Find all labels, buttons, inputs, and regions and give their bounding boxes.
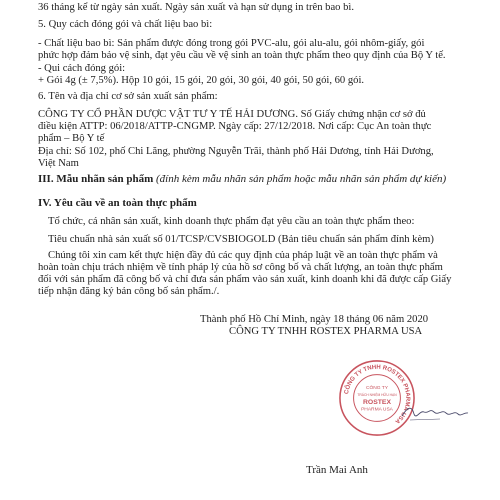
manufacturer-address-line-2: Việt Nam <box>38 158 79 169</box>
seal-ring-text: CÔNG TY TNHH ROSTEX PHARMA USA <box>343 364 411 425</box>
standard-line: Tiêu chuẩn nhà sản xuất số 01/TCSP/CVSBIOGOLD (Bản tiêu chuẩn sản phẩm đính kèm) <box>48 234 434 245</box>
section-iv-heading: IV. Yêu cầu về an toàn thực phẩm <box>38 197 197 209</box>
company-seal <box>338 359 416 437</box>
commitment-line-1: Chúng tôi xin cam kết thực hiện đầy đủ các quy định của pháp luật về an toàn thực phẩm và <box>48 250 438 261</box>
manufacturer-address-line-1: Địa chỉ: Số 102, phố Chi Lăng, phường Nguyễn Trãi, thành phố Hải Dương, tỉnh Hải Dương, <box>38 146 434 157</box>
safety-requirement-line: Tổ chức, cá nhân sản xuất, kinh doanh thực phẩm đạt yêu cầu an toàn thực phẩm theo: <box>48 216 415 227</box>
signature-underline <box>410 419 440 420</box>
commitment-line-4: tiếp nhận đăng ký bản công bố sản phẩm./. <box>38 286 220 297</box>
seal-center-bottom: PHARMA USA <box>361 407 393 413</box>
signature <box>400 400 470 424</box>
section-iii-note: (đính kèm mẫu nhãn sản phẩm hoặc mẫu nhãn sản phẩm dự kiến) <box>156 173 447 185</box>
signer-name: Trần Mai Anh <box>306 464 368 476</box>
packaging-heading: 5. Quy cách đóng gói và chất liệu bao bì: <box>38 19 213 30</box>
manufacturer-line-3: phẩm – Bộ Y tế <box>38 133 105 144</box>
packaging-material-line-1: - Chất liệu bao bì: Sản phẩm được đóng trong gói PVC-alu, gói alu-alu, gói nhôm-giấy, gói <box>38 38 425 49</box>
commitment-line-2: hoàn toàn chịu trách nhiệm về tính pháp lý của hồ sơ công bố và chất lượng, an toàn thực phẩm <box>38 262 443 273</box>
packing-spec-line: + Gói 4g (± 7,5%). Hộp 10 gói, 15 gói, 20 gói, 30 gói, 40 gói, 50 gói, 60 gói. <box>38 75 365 86</box>
packing-spec-heading: - Qui cách đóng gói: <box>38 63 126 74</box>
manufacturer-line-2: điều kiện ATTP: 06/2018/ATTP-CNGMP. Ngày cấp: 27/12/2018. Nơi cấp: Cục An toàn thực <box>38 121 432 132</box>
seal-center-name: ROSTEX <box>362 398 392 406</box>
shelf-life-line: 36 tháng kể từ ngày sản xuất. Ngày sản xuất và hạn sử dụng in trên bao bì. <box>38 2 354 13</box>
seal-center-top: CÔNG TY <box>365 386 389 392</box>
commitment-line-3: đối với sản phẩm đã công bố và chỉ đưa sản phẩm vào sản xuất, kinh doanh khi đã được cấp Giấy <box>38 274 452 285</box>
section-iii-title: III. Mẫu nhãn sản phẩm <box>38 173 154 185</box>
seal-center-mid: TRÁCH NHIỆM HỮU HẠN <box>357 393 397 398</box>
manufacturer-line-1: CÔNG TY CỔ PHẦN DƯỢC VẬT TƯ Y TẾ HẢI DƯƠNG. Số Giấy chứng nhận cơ sở đủ <box>38 109 426 120</box>
signature-stroke <box>402 408 468 416</box>
section-iii-heading <box>38 173 446 185</box>
place-date: Thành phố Hồ Chí Minh, ngày 18 tháng 06 năm 2020 <box>200 314 429 325</box>
manufacturer-heading: 6. Tên và địa chỉ cơ sở sản xuất sản phẩm: <box>38 91 218 102</box>
packaging-material-line-2: phức hợp đảm bảo vệ sinh, đạt yêu cầu về vệ sinh an toàn thực phẩm theo quy định của Bộ Y tế. <box>38 50 446 61</box>
company-name: CÔNG TY TNHH ROSTEX PHARMA USA <box>229 326 423 337</box>
